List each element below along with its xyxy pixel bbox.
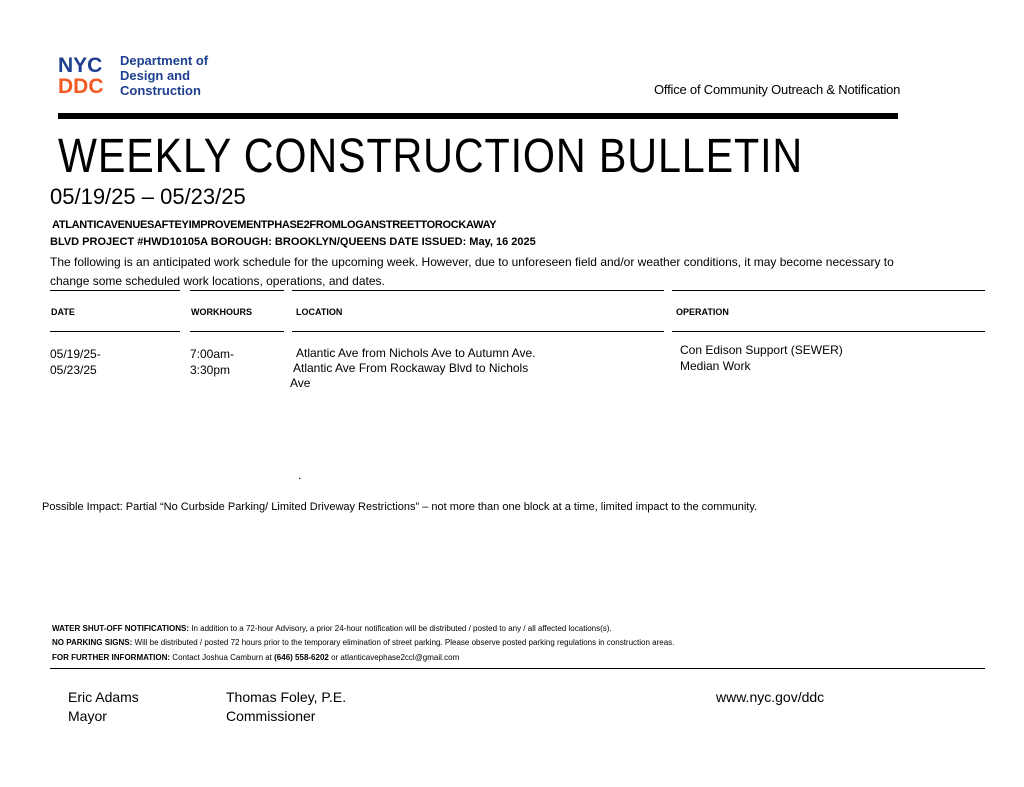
table-rule (292, 290, 664, 291)
table-rule (672, 331, 985, 332)
row-date-line-1: 05/19/25- (50, 347, 101, 361)
further-info-notice (52, 653, 459, 662)
column-header-operation: OPERATION (676, 307, 729, 317)
bulletin-date-range: 05/19/25 – 05/23/25 (50, 184, 246, 209)
logo-name-line-2: Design and (120, 68, 191, 83)
row-location-1: Atlantic Ave from Nichols Ave to Autumn Ave. (296, 346, 536, 360)
footer-rule (50, 668, 985, 669)
mayor-block (68, 688, 139, 726)
logo-name-line-1: Department of (120, 53, 209, 68)
website-link[interactable]: www.nyc.gov/ddc (716, 689, 825, 705)
table-rule (50, 331, 180, 332)
row-date (50, 346, 101, 378)
row-location-3: Ave (290, 376, 311, 390)
column-header-workhours: WORKHOURS (191, 307, 252, 317)
column-header-date: DATE (51, 307, 75, 317)
bulletin-intro: The following is an anticipated work schedule for the upcoming week. However, due to unforeseen field and/or weather conditions, it may become necessary to change some scheduled work locations, operations, and dates. (50, 255, 894, 288)
no-parking-text: Will be distributed / posted 72 hours prior to the temporary elimination of street parking. Please observe posted parking regulations in construction areas. (134, 638, 675, 647)
contact-email: or atlanticavephase2ccl@gmail.com (328, 653, 460, 662)
bulletin-title: WEEKLY CONSTRUCTION BULLETIN (58, 130, 804, 183)
nyc-ddc-logo (58, 53, 218, 101)
commissioner-block (226, 688, 346, 726)
header-rule (58, 113, 898, 119)
project-line-1: ATLANTICAVENUESAFTEYIMPROVEMENTPHASE2FROMLOGANSTREETTOROCKAWAY (52, 219, 497, 231)
further-info-label: FOR FURTHER INFORMATION: (52, 653, 171, 662)
table-rule (190, 290, 284, 291)
column-header-location: LOCATION (296, 307, 343, 317)
row-hours (190, 346, 234, 378)
project-line-2: BLVD PROJECT #HWD10105A BOROUGH: BROOKLYN/QUEENS DATE ISSUED: May, 16 2025 (50, 236, 536, 248)
commissioner-name: Thomas Foley, P.E. (226, 689, 347, 705)
commissioner-title: Commissioner (226, 708, 316, 724)
row-hours-line-1: 7:00am- (190, 347, 235, 361)
mayor-title: Mayor (68, 708, 107, 724)
row-hours-line-2: 3:30pm (190, 363, 231, 377)
table-rule (672, 290, 985, 291)
nyc-ddc-logo-mark (58, 53, 112, 97)
contact-phone: (646) 558-6202 (274, 653, 329, 662)
no-parking-notice (52, 638, 674, 647)
row-operation-line-1: Con Edison Support (SEWER) (680, 343, 843, 357)
office-name: Office of Community Outreach & Notification (654, 82, 901, 97)
row-location-2: Atlantic Ave From Rockaway Blvd to Nichols (293, 361, 529, 375)
svg-text:NYC: NYC (58, 54, 103, 77)
logo-name-line-3: Construction (120, 83, 201, 98)
svg-text:DDC: DDC (58, 75, 104, 97)
water-shutoff-notice (52, 624, 612, 633)
table-rule (50, 290, 180, 291)
table-rule (190, 331, 284, 332)
stray-mark: . (298, 468, 302, 482)
no-parking-label: NO PARKING SIGNS: (52, 638, 133, 647)
water-shutoff-text: In addition to a 72-hour Advisory, a prior 24-hour notification will be distributed / posted to any / all affected locations(s). (191, 624, 612, 633)
row-operation-line-2: Median Work (680, 359, 751, 373)
water-shutoff-label: WATER SHUT-OFF NOTIFICATIONS: (52, 624, 190, 633)
further-info-text: Contact Joshua Camburn at (172, 653, 275, 662)
row-date-line-2: 05/23/25 (50, 363, 97, 377)
possible-impact: Possible Impact: Partial “No Curbside Parking/ Limited Driveway Restrictions” – not more than one block at a time, limited impact to the community. (42, 501, 758, 513)
mayor-name: Eric Adams (68, 689, 139, 705)
row-operation (680, 342, 843, 374)
table-rule (292, 331, 664, 332)
